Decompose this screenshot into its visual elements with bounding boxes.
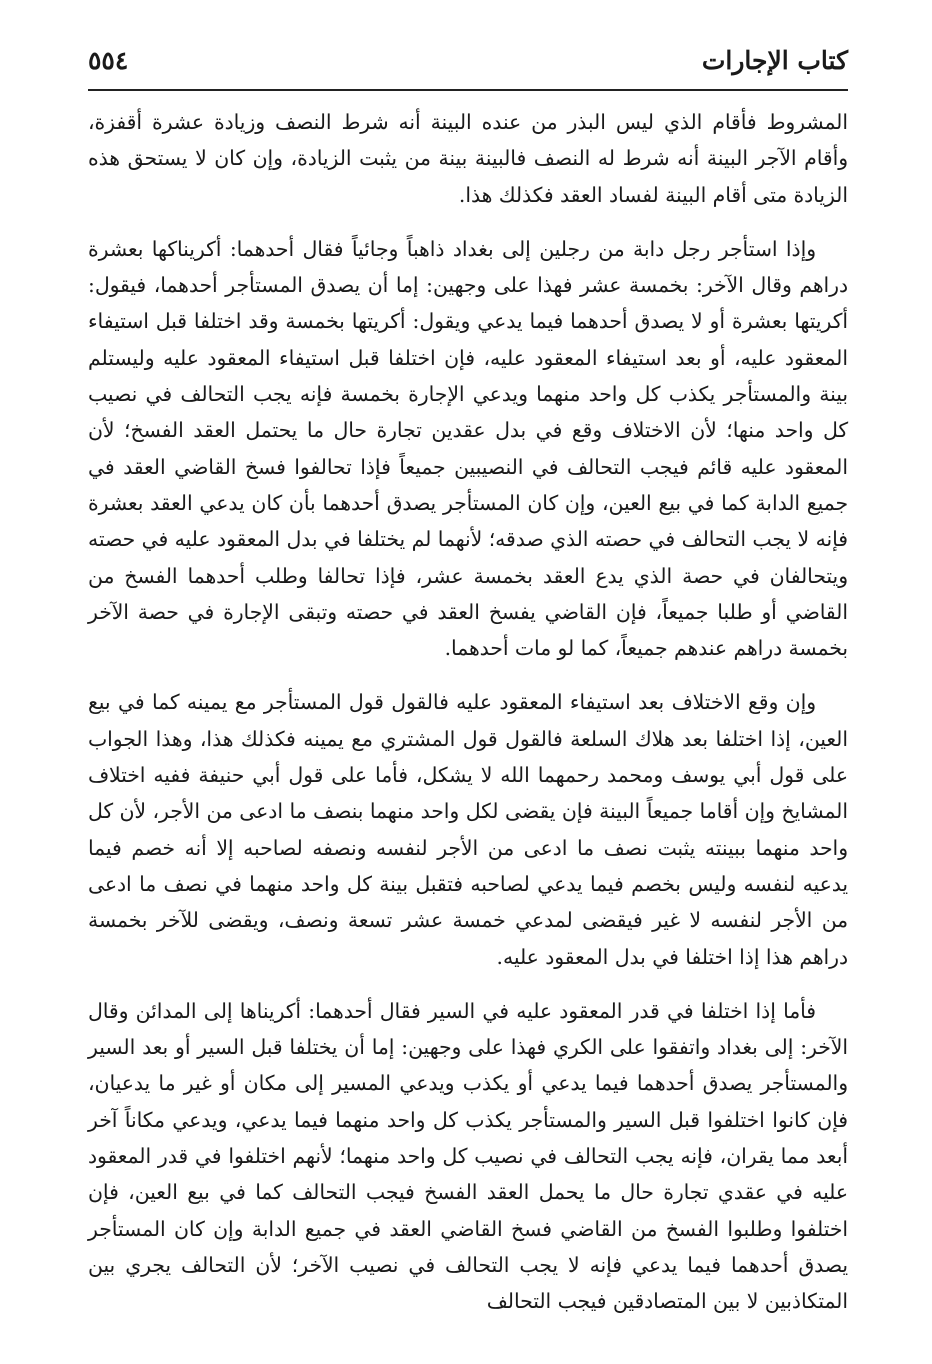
running-head-title: كتاب الإجارات — [701, 46, 848, 75]
paragraph: المشروط فأقام الذي ليس البذر من عنده البينة أنه شرط النصف وزيادة عشرة أقفزة، وأقام الآجر البينة أنه شرط له النصف فالبينة بينة من يثبت الزيادة، وإن كان لا يستحق هذه الزيادة متى أقام البينة لفساد العقد فكذلك هذا. — [88, 110, 848, 207]
body-text — [88, 104, 848, 1320]
paragraph: وإذا استأجر رجل دابة من رجلين إلى بغداد ذاهباً وجائياً فقال أحدهما: أكريناكها بعشرة دراهم وقال الآخر: بخمسة عشر فهذا على وجهين: إما أن يصدق المستأجر أحدهما، فيقول: أكريتها بعشرة أو لا يصدق أحدهما فيما يدعي ويقول: أكريتها بخمسة وقد اختلفا قبل استيفاء المعقود عليه، أو بعد استيفاء المعقود عليه، فإن اختلفا قبل استيفاء المعقود عليه وليستلم بينة والمستأجر يكذب كل واحد منهما ويدعي الإجارة بخمسة فإنه يجب التحالف في نصيب كل واحد منها؛ لأن الاختلاف وقع في بدل عقدين تجارة حال ما يحتمل العقد الفسخ؛ لأن المعقود عليه قائم فيجب التحالف في النصيبين جميعاً فإذا تحالفوا فسخ القاضي العقد في جميع الدابة كما في بيع العين، وإن كان المستأجر يصدق أحدهما بأن كان يدعي العقد بعشرة فإنه لا يجب التحالف في حصته الذي صدقه؛ لأنهما لم يختلفا في بدل المعقود عليه في حصته ويتحالفان في حصة الذي يدع العقد بخمسة عشر، فإذا تحالفا وطلب أحدهما الفسخ من القاضي أو طلبا جميعاً، فإن القاضي يفسخ العقد في حصته وتبقى الإجارة في حصة الآخر بخمسة دراهم عندهم جميعاً، كما لو مات أحدهما. — [88, 236, 848, 661]
page-number: ٥٥٤ — [88, 46, 129, 75]
header-divider — [88, 89, 848, 91]
paragraph: وإن وقع الاختلاف بعد استيفاء المعقود عليه فالقول قول المستأجر مع يمينه كما في بيع العين، إذا اختلفا بعد هلاك السلعة فالقول قول المشتري مع يمينه فكذلك هذا، وهذا الجواب على قول أبي يوسف ومحمد رحمهما الله لا يشكل، فأما على قول أبي حنيفة ففيه اختلاف المشايخ وإن أقاما جميعاً البينة فإن يقضى لكل واحد منهما بنصف ما ادعى من الأجر، لأن كل واحد منهما ببينته يثبت نصف ما ادعى من الأجر لنفسه ونصفه لصاحبه إلا أنه خصم فيما يدعيه لنفسه وليس بخصم فيما يدعي لصاحبه فتقبل بينة كل واحد منهما في نصف ما ادعى من الأجر لنفسه لا غير فيقضى لمدعي خمسة عشر تسعة ونصف، ويقضى للآخر بخمسة دراهم هذا إذا اختلفا في بدل المعقود عليه. — [88, 690, 848, 969]
paragraph: فأما إذا اختلفا في قدر المعقود عليه في السير فقال أحدهما: أكريناها إلى المدائن وقال الآخر: إلى بغداد واتفقوا على الكري فهذا على وجهين: إما أن يختلفا قبل السير أو بعد السير والمستأجر يصدق أحدهما فيما يدعي أو يكذب ويدعي المسير إلى مكان أو غير ما يدعيان، فإن كانوا اختلفوا قبل السير والمستأجر يكذب كل واحد منهما فيما يدعي، ويدعي مكاناً آخر أبعد مما يقران، فإنه يجب التحالف في نصيب كل واحد منهما؛ لأنهم اختلفوا في قدر المعقود عليه في عقدي تجارة حال ما يحمل العقد الفسخ فيجب التحالف كما في بيع العين، فإن اختلفوا وطلبوا الفسخ من القاضي فسخ القاضي العقد في جميع الدابة وإن كان المستأجر يصدق أحدهما فيما يدعي فإنه لا يجب التحالف في نصيب الآخر؛ لأن التحالف يجري بين المتكاذبين لا بين المتصادقين فيجب التحالف — [88, 998, 848, 1314]
page-header — [88, 42, 848, 88]
